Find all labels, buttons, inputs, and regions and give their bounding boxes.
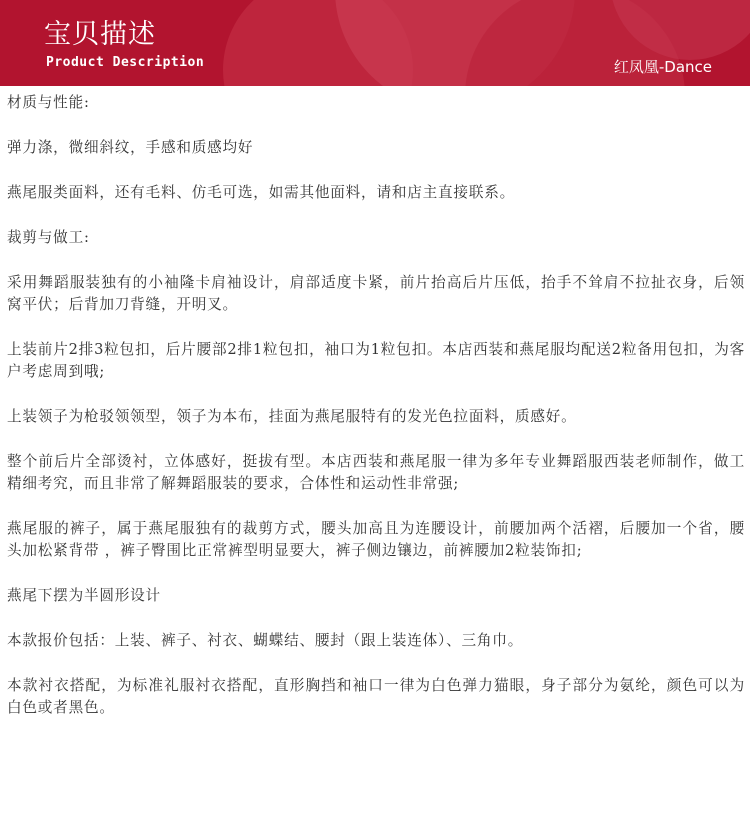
- description-paragraph: 裁剪与做工:: [7, 229, 90, 246]
- description-paragraph: 弹力涤，微细斜纹，手感和质感均好: [7, 139, 254, 156]
- description-paragraph: 整个前后片全部烫衬，立体感好，挺拔有型。本店西装和燕尾服一律为多年专业舞蹈服西装老师制作，做工精细考究，而且非常了解舞蹈服装的要求，合体性和运动性非常强;: [7, 453, 745, 492]
- description-paragraph: 上装前片2排3粒包扣，后片腰部2排1粒包扣，袖口为1粒包扣。本店西装和燕尾服均配送2粒备用包扣，为客户考虑周到哦;: [7, 341, 745, 380]
- header-banner: [0, 0, 750, 86]
- section-title: 宝贝描述: [44, 19, 156, 50]
- description-paragraph: 本款衬衣搭配，为标准礼服衬衣搭配，直形胸挡和袖口一律为白色弹力猫眼，身子部分为氨纶，颜色可以为白色或者黑色。: [7, 677, 745, 716]
- description-paragraph: 采用舞蹈服装独有的小袖隆卡肩袖设计，肩部适度卡紧，前片抬高后片压低，抬手不耸肩不拉扯衣身，后领窝平伏；后背加刀背缝，开明叉。: [7, 274, 745, 313]
- section-subtitle: Product Description: [46, 55, 205, 70]
- description-paragraph: 材质与性能:: [7, 94, 90, 111]
- description-paragraph: 燕尾服类面料，还有毛料、仿毛可选，如需其他面料，请和店主直接联系。: [7, 184, 515, 201]
- description-paragraph: 本款报价包括：上装、裤子、衬衣、蝴蝶结、腰封（跟上装连体）、三角巾。: [7, 632, 524, 649]
- description-paragraph: 燕尾服的裤子，属于燕尾服独有的裁剪方式，腰头加高且为连腰设计，前腰加两个活褶，后腰加一个省，腰头加松紧背带 ，裤子臀围比正常裤型明显要大，裤子侧边镶边，前裤腰加2粒装饰扣;: [7, 520, 745, 559]
- description-paragraph: 上装领子为枪驳领领型，领子为本布，挂面为燕尾服特有的发光色拉面料，质感好。: [7, 408, 577, 425]
- brand-name: 红凤凰-Dance: [613, 58, 712, 76]
- product-description-body: [7, 92, 745, 742]
- description-paragraph: 燕尾下摆为半圆形设计: [7, 587, 161, 604]
